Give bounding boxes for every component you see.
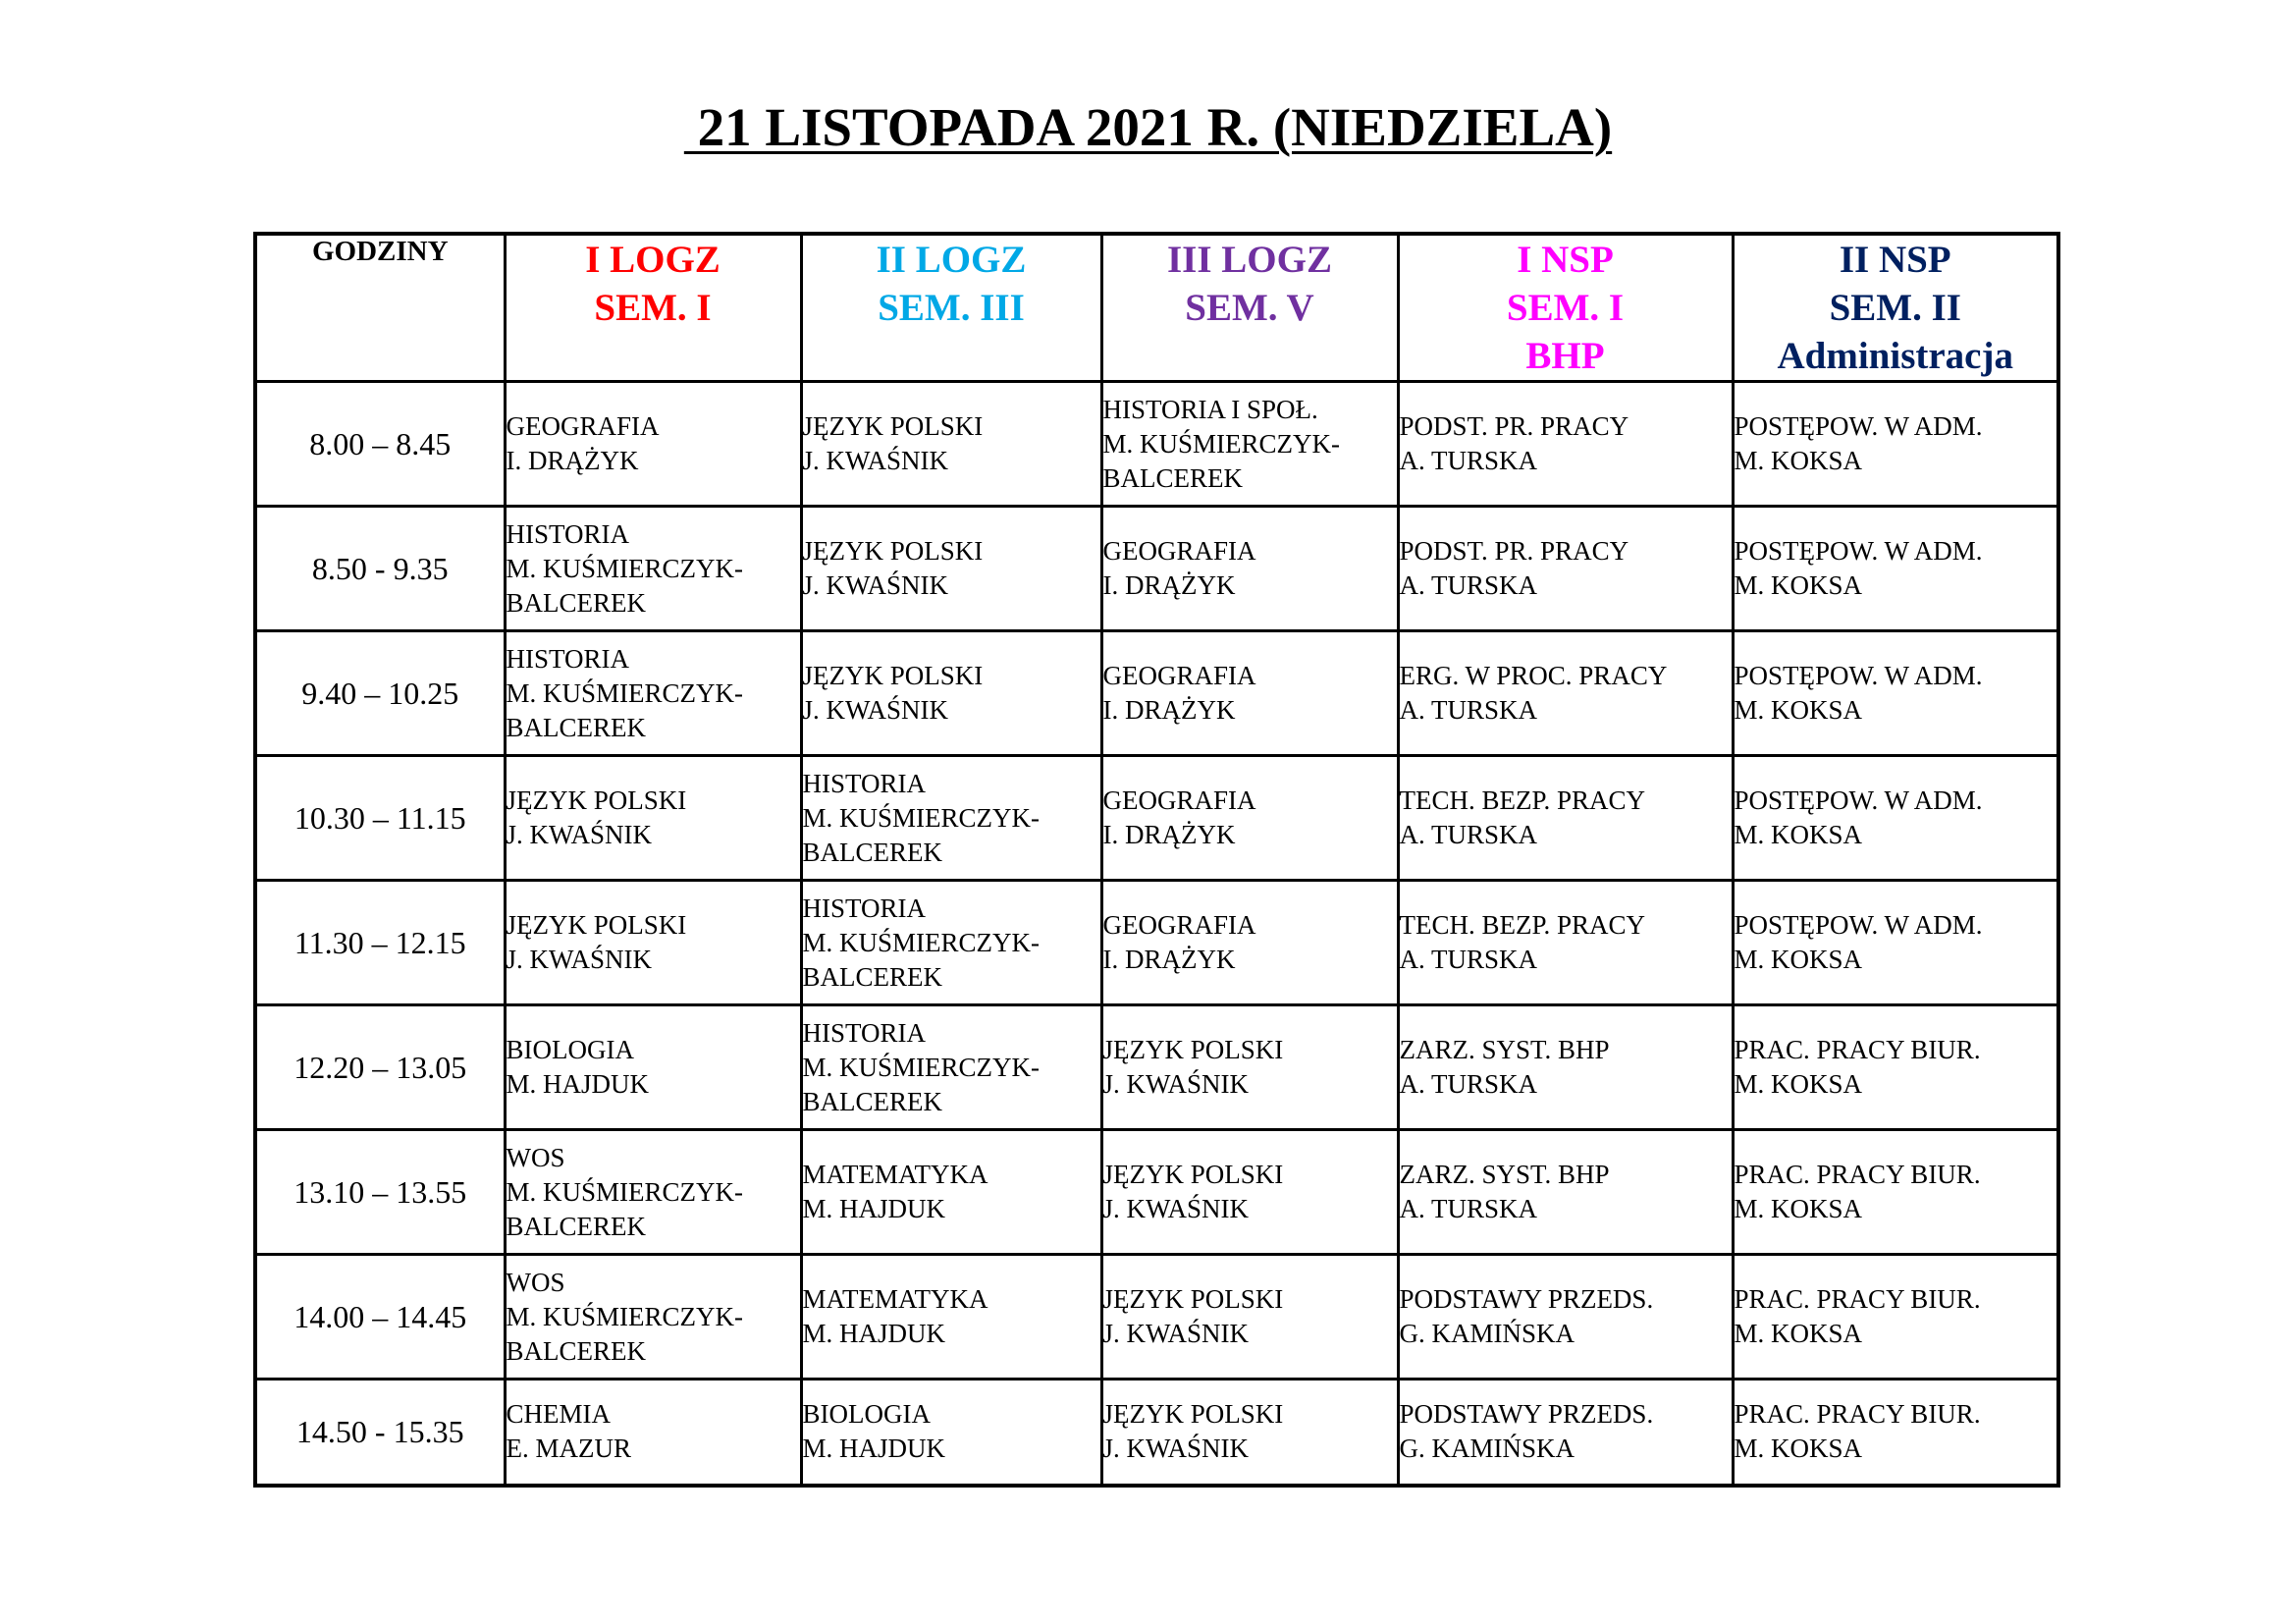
lesson-cell <box>1733 881 2058 1005</box>
group-header-line: BHP <box>1525 335 1605 377</box>
lesson-cell <box>801 1005 1101 1130</box>
lesson-cell <box>505 1130 801 1255</box>
teacher-name: G. KAMIŃSKA <box>1399 1434 1575 1464</box>
table-row <box>255 382 2058 507</box>
subject-name: POSTĘPOW. W ADM. <box>1734 785 1983 815</box>
teacher-name: J. KWAŚNIK <box>1102 1434 1249 1464</box>
lesson-cell <box>505 1380 801 1486</box>
lesson-cell <box>801 1380 1101 1486</box>
group-header-line: III LOGZ <box>1167 239 1332 281</box>
lesson-cell <box>1101 507 1398 631</box>
lesson-cell <box>1101 1255 1398 1380</box>
subject-name: MATEMATYKA <box>802 1284 988 1314</box>
teacher-name: M. KOKSA <box>1734 1319 1863 1348</box>
teacher-name: A. TURSKA <box>1399 1194 1538 1223</box>
lesson-cell <box>1101 631 1398 756</box>
subject-name: MATEMATYKA <box>802 1160 988 1189</box>
lesson-cell <box>801 507 1101 631</box>
lesson-cell <box>505 382 801 507</box>
group-header-line: SEM. V <box>1185 287 1314 329</box>
teacher-name: G. KAMIŃSKA <box>1399 1319 1575 1348</box>
teacher-name: M. KUŚMIERCZYK- <box>802 802 1041 833</box>
teacher-name: J. KWAŚNIK <box>506 820 652 849</box>
teacher-name: A. TURSKA <box>1399 945 1538 974</box>
lesson-cell <box>505 1255 801 1380</box>
teacher-name: J. KWAŚNIK <box>506 945 652 974</box>
subject-name: WOS <box>506 1267 565 1297</box>
teacher-name: I. DRĄŻYK <box>1102 945 1236 974</box>
table-row <box>255 756 2058 881</box>
subject-name: BIOLOGIA <box>802 1399 931 1430</box>
subject-name: POSTĘPOW. W ADM. <box>1734 661 1983 690</box>
teacher-name: BALCEREK <box>1102 462 1244 493</box>
teacher-name: M. KOKSA <box>1734 695 1863 725</box>
teacher-name: I. DRĄŻYK <box>506 446 639 475</box>
teacher-name: BALCEREK <box>802 837 943 867</box>
teacher-name: M. KUŚMIERCZYK- <box>506 677 744 708</box>
lesson-cell <box>1733 1380 2058 1486</box>
subject-name: PRAC. PRACY BIUR. <box>1734 1284 1981 1314</box>
teacher-name: J. KWAŚNIK <box>802 446 948 475</box>
lesson-cell <box>1398 382 1733 507</box>
time-slot: 8.50 - 9.35 <box>255 507 505 631</box>
subject-name: JĘZYK POLSKI <box>1102 1160 1284 1189</box>
time-slot: 11.30 – 12.15 <box>255 881 505 1005</box>
lesson-cell <box>1398 1005 1733 1130</box>
lesson-cell <box>505 881 801 1005</box>
teacher-name: M. HAJDUK <box>802 1319 946 1348</box>
subject-name: GEOGRAFIA <box>1102 661 1256 690</box>
lesson-cell <box>1101 1130 1398 1255</box>
subject-name: PODST. PR. PRACY <box>1399 536 1629 566</box>
group-header-line: I NSP <box>1517 239 1614 281</box>
subject-name: CHEMIA <box>506 1399 611 1430</box>
teacher-name: A. TURSKA <box>1399 820 1538 849</box>
group-header-line: I LOGZ <box>585 239 721 281</box>
group-header-4 <box>1398 234 1733 382</box>
schedule-table <box>253 232 2060 1488</box>
subject-name: GEOGRAFIA <box>506 411 660 441</box>
group-header-line: Administracja <box>1777 335 2013 377</box>
time-slot: 9.40 – 10.25 <box>255 631 505 756</box>
lesson-cell <box>505 1005 801 1130</box>
teacher-name: J. KWAŚNIK <box>802 570 948 600</box>
header-row <box>255 234 2058 382</box>
lesson-cell <box>505 756 801 881</box>
teacher-name: M. KUŚMIERCZYK- <box>802 1052 1041 1082</box>
lesson-cell <box>1733 1005 2058 1130</box>
table-row <box>255 1380 2058 1486</box>
subject-name: HISTORIA <box>802 768 927 798</box>
teacher-name: J. KWAŚNIK <box>802 695 948 725</box>
teacher-name: M. KUŚMIERCZYK- <box>506 1176 744 1207</box>
teacher-name: M. KUŚMIERCZYK- <box>802 927 1041 957</box>
subject-name: PODSTAWY PRZEDS. <box>1399 1284 1654 1314</box>
subject-name: JĘZYK POLSKI <box>1102 1035 1284 1064</box>
subject-name: HISTORIA I SPOŁ. <box>1102 394 1318 424</box>
subject-name: TECH. BEZP. PRACY <box>1399 910 1646 940</box>
teacher-name: M. HAJDUK <box>802 1434 946 1464</box>
subject-name: HISTORIA <box>802 1017 927 1048</box>
table-row <box>255 631 2058 756</box>
teacher-name: I. DRĄŻYK <box>1102 695 1236 725</box>
teacher-name: I. DRĄŻYK <box>1102 820 1236 849</box>
lesson-cell <box>1733 1130 2058 1255</box>
teacher-name: A. TURSKA <box>1399 1069 1538 1099</box>
lesson-cell <box>505 507 801 631</box>
lesson-cell <box>1101 881 1398 1005</box>
teacher-name: BALCEREK <box>506 712 647 742</box>
subject-name: PRAC. PRACY BIUR. <box>1734 1160 1981 1189</box>
table-row <box>255 1130 2058 1255</box>
lesson-cell <box>1398 507 1733 631</box>
teacher-name: M. KOKSA <box>1734 446 1863 475</box>
teacher-name: A. TURSKA <box>1399 446 1538 475</box>
teacher-name: J. KWAŚNIK <box>1102 1319 1249 1348</box>
subject-name: ERG. W PROC. PRACY <box>1399 661 1668 690</box>
lesson-cell <box>1733 507 2058 631</box>
group-header-line: SEM. III <box>878 287 1025 329</box>
lesson-cell <box>1733 382 2058 507</box>
time-slot: 12.20 – 13.05 <box>255 1005 505 1130</box>
subject-name: POSTĘPOW. W ADM. <box>1734 536 1983 566</box>
lesson-cell <box>1101 1380 1398 1486</box>
subject-name: ZARZ. SYST. BHP <box>1399 1035 1610 1064</box>
lesson-cell <box>1398 1255 1733 1380</box>
lesson-cell <box>1398 881 1733 1005</box>
subject-name: GEOGRAFIA <box>1102 536 1256 566</box>
group-header-2 <box>801 234 1101 382</box>
subject-name: ZARZ. SYST. BHP <box>1399 1160 1610 1189</box>
subject-name: PRAC. PRACY BIUR. <box>1734 1399 1981 1430</box>
group-header-line: SEM. II <box>1829 287 1961 329</box>
lesson-cell <box>1398 631 1733 756</box>
lesson-cell <box>801 756 1101 881</box>
time-slot: 8.00 – 8.45 <box>255 382 505 507</box>
table-row <box>255 881 2058 1005</box>
teacher-name: J. KWAŚNIK <box>1102 1194 1249 1223</box>
group-header-line: SEM. I <box>1506 287 1625 329</box>
lesson-cell <box>1101 1005 1398 1130</box>
subject-name: JĘZYK POLSKI <box>1102 1399 1284 1430</box>
group-header-5 <box>1733 234 2058 382</box>
group-header-line: II LOGZ <box>876 239 1027 281</box>
time-slot: 10.30 – 11.15 <box>255 756 505 881</box>
lesson-cell <box>801 382 1101 507</box>
teacher-name: J. KWAŚNIK <box>1102 1069 1249 1099</box>
teacher-name: BALCEREK <box>802 961 943 992</box>
lesson-cell <box>1101 382 1398 507</box>
subject-name: JĘZYK POLSKI <box>506 910 687 940</box>
lesson-cell <box>1733 1255 2058 1380</box>
subject-name: PODSTAWY PRZEDS. <box>1399 1399 1654 1430</box>
teacher-name: M. KOKSA <box>1734 945 1863 974</box>
time-slot: 14.50 - 15.35 <box>255 1380 505 1486</box>
subject-name: POSTĘPOW. W ADM. <box>1734 910 1983 940</box>
lesson-cell <box>801 881 1101 1005</box>
subject-name: JĘZYK POLSKI <box>802 661 984 690</box>
table-row <box>255 507 2058 631</box>
table-row <box>255 1255 2058 1380</box>
group-header-line: II NSP <box>1839 239 1951 281</box>
lesson-cell <box>801 631 1101 756</box>
lesson-cell <box>505 631 801 756</box>
lesson-cell <box>1398 1130 1733 1255</box>
page-title: 21 LISTOPADA 2021 R. (NIEDZIELA) <box>683 97 1613 157</box>
hours-column-header: GODZINY <box>255 234 505 382</box>
teacher-name: A. TURSKA <box>1399 570 1538 600</box>
subject-name: GEOGRAFIA <box>1102 785 1256 815</box>
subject-name: WOS <box>506 1142 565 1172</box>
lesson-cell <box>1398 756 1733 881</box>
subject-name: JĘZYK POLSKI <box>506 785 687 815</box>
subject-name: JĘZYK POLSKI <box>1102 1284 1284 1314</box>
teacher-name: E. MAZUR <box>506 1434 631 1464</box>
teacher-name: M. KUŚMIERCZYK- <box>506 1301 744 1331</box>
lesson-cell <box>801 1255 1101 1380</box>
teacher-name: M. KOKSA <box>1734 820 1863 849</box>
subject-name: JĘZYK POLSKI <box>802 411 984 441</box>
teacher-name: M. KOKSA <box>1734 570 1863 600</box>
teacher-name: M. KOKSA <box>1734 1194 1863 1223</box>
teacher-name: BALCEREK <box>506 1335 647 1366</box>
subject-name: JĘZYK POLSKI <box>802 536 984 566</box>
teacher-name: I. DRĄŻYK <box>1102 570 1236 600</box>
teacher-name: M. HAJDUK <box>802 1194 946 1223</box>
subject-name: HISTORIA <box>506 518 630 549</box>
subject-name: TECH. BEZP. PRACY <box>1399 785 1646 815</box>
schedule-body <box>255 382 2058 1486</box>
subject-name: POSTĘPOW. W ADM. <box>1734 411 1983 441</box>
teacher-name: M. KUŚMIERCZYK- <box>1102 428 1341 459</box>
group-header-line: SEM. I <box>594 287 712 329</box>
subject-name: HISTORIA <box>506 643 630 674</box>
teacher-name: M. KOKSA <box>1734 1069 1863 1099</box>
teacher-name: M. KOKSA <box>1734 1434 1863 1464</box>
lesson-cell <box>1101 756 1398 881</box>
subject-name: PRAC. PRACY BIUR. <box>1734 1035 1981 1064</box>
lesson-cell <box>1398 1380 1733 1486</box>
lesson-cell <box>1733 756 2058 881</box>
group-header-3 <box>1101 234 1398 382</box>
subject-name: HISTORIA <box>802 893 927 923</box>
teacher-name: M. HAJDUK <box>506 1069 650 1099</box>
teacher-name: BALCEREK <box>506 587 647 618</box>
lesson-cell <box>801 1130 1101 1255</box>
lesson-cell <box>1733 631 2058 756</box>
teacher-name: BALCEREK <box>506 1211 647 1241</box>
time-slot: 13.10 – 13.55 <box>255 1130 505 1255</box>
subject-name: GEOGRAFIA <box>1102 910 1256 940</box>
subject-name: PODST. PR. PRACY <box>1399 411 1629 441</box>
teacher-name: M. KUŚMIERCZYK- <box>506 553 744 583</box>
group-header-1 <box>505 234 801 382</box>
teacher-name: BALCEREK <box>802 1086 943 1116</box>
time-slot: 14.00 – 14.45 <box>255 1255 505 1380</box>
subject-name: BIOLOGIA <box>506 1035 634 1064</box>
table-row <box>255 1005 2058 1130</box>
teacher-name: A. TURSKA <box>1399 695 1538 725</box>
